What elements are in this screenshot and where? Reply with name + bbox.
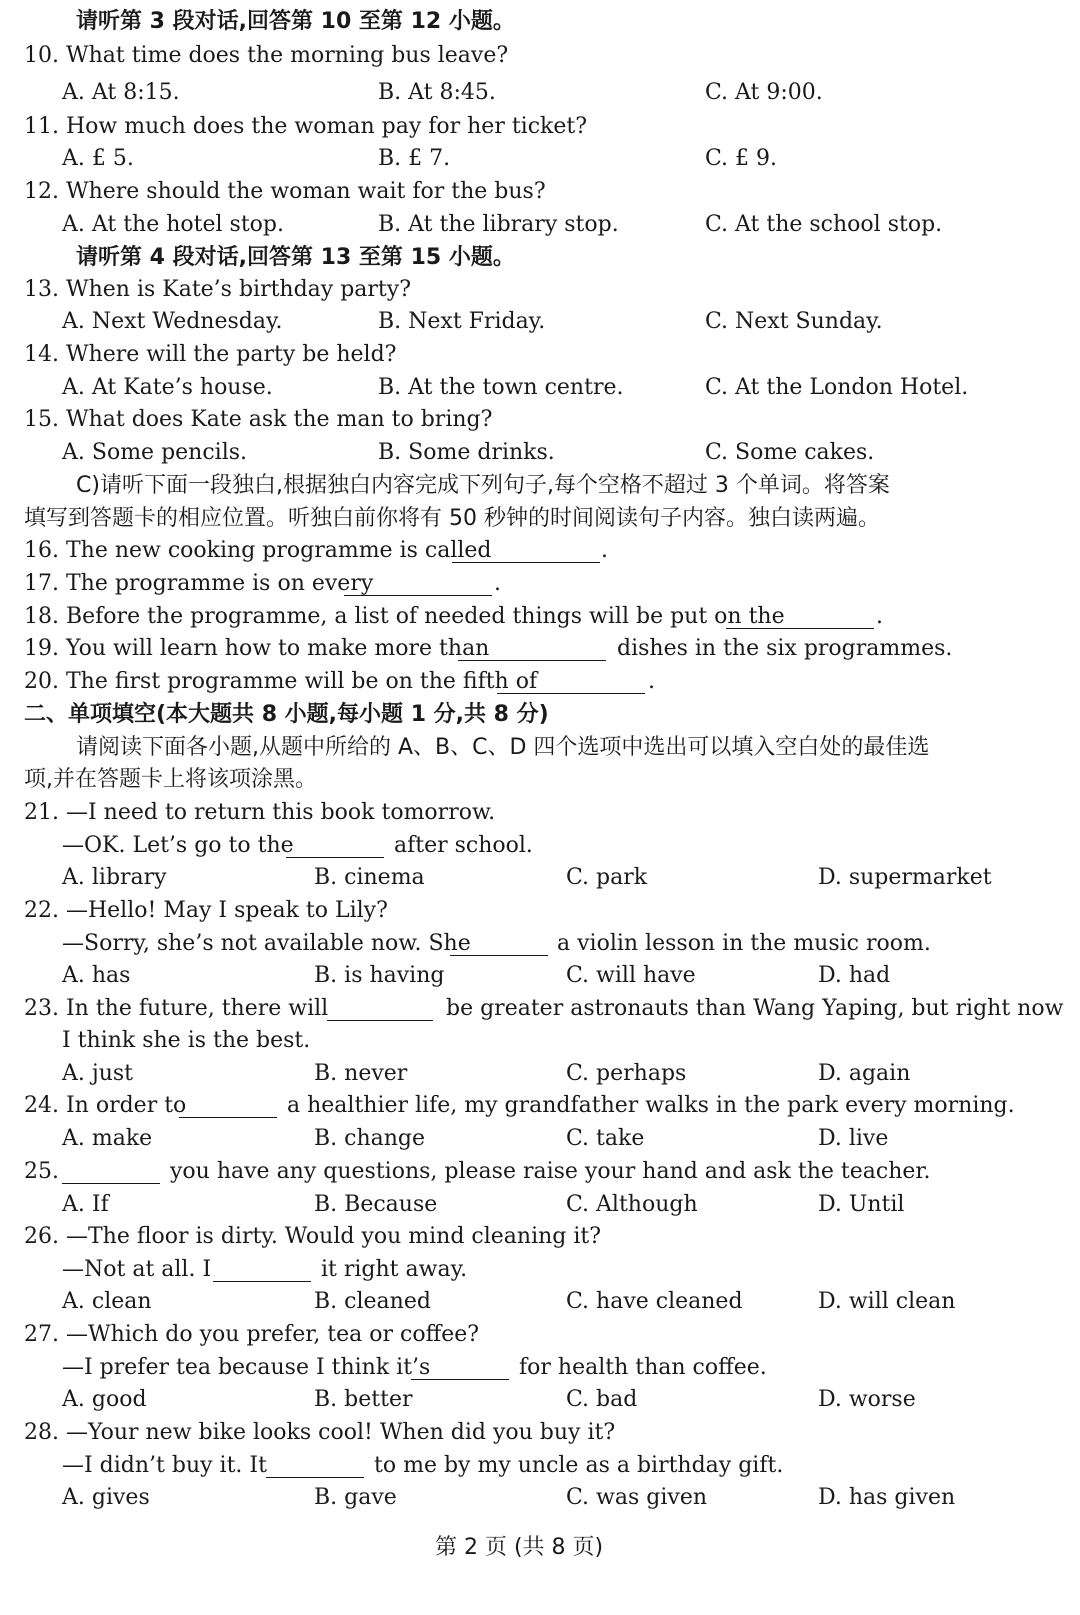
question-text: 16. The new cooking programme is called — [24, 538, 492, 563]
option-d: D. had — [818, 963, 891, 988]
option-a: A. If — [62, 1192, 109, 1217]
option-d: D. live — [818, 1126, 889, 1151]
question-text: I think she is the best. — [62, 1028, 311, 1053]
question-text: 19. You will learn how to make more than — [24, 636, 490, 661]
option-d: D. Until — [818, 1192, 905, 1217]
question-text: 12. Where should the woman wait for the bus? — [24, 179, 546, 204]
option-a: A. gives — [62, 1485, 150, 1510]
page-number: 第 2 页 (共 8 页) — [435, 1535, 604, 1560]
page-footer — [0, 1531, 1080, 1565]
question-26 — [0, 1220, 1080, 1254]
part-c-instruction — [0, 469, 1080, 503]
answer-blank[interactable] — [266, 1455, 364, 1478]
question-14-options — [0, 371, 1080, 405]
question-28-response — [0, 1449, 1080, 1483]
question-12 — [0, 175, 1080, 209]
question-end: a violin lesson in the music room. — [557, 931, 931, 956]
option-a: A. just — [62, 1061, 133, 1086]
instruction-line-1: 请阅读下面各小题,从题中所给的 A、B、C、D 四个选项中选出可以填入空白处的最佳选 — [76, 735, 930, 760]
option-c: C. have cleaned — [566, 1289, 743, 1314]
option-a: A. At 8:15. — [62, 80, 180, 105]
question-13-options — [0, 305, 1080, 339]
option-c: C. Next Sunday. — [705, 309, 883, 334]
question-end: dishes in the six programmes. — [617, 636, 953, 661]
question-end: you have any questions, please raise your hand and ask the teacher. — [170, 1159, 931, 1184]
question-23-options — [0, 1057, 1080, 1091]
question-text: 23. In the future, there will — [24, 996, 329, 1021]
question-end: . — [648, 669, 655, 694]
option-b: B. never — [314, 1061, 408, 1086]
section-heading — [0, 241, 1080, 275]
option-c: C. perhaps — [566, 1061, 687, 1086]
question-end: to me by my uncle as a birthday gift. — [374, 1453, 784, 1478]
option-c: C. Although — [566, 1192, 698, 1217]
question-text: 28. —Your new bike looks cool! When did you buy it? — [24, 1420, 616, 1445]
question-11 — [0, 110, 1080, 144]
question-end: . — [876, 604, 883, 629]
question-20 — [0, 665, 1080, 699]
question-text: 27. —Which do you prefer, tea or coffee? — [24, 1322, 480, 1347]
answer-blank[interactable] — [497, 671, 645, 694]
option-a: A. At Kate’s house. — [62, 375, 273, 400]
option-d: D. has given — [818, 1485, 956, 1510]
question-15 — [0, 403, 1080, 437]
question-14 — [0, 338, 1080, 372]
question-27 — [0, 1318, 1080, 1352]
option-b: B. At the town centre. — [378, 375, 624, 400]
question-end: for health than coffee. — [519, 1355, 767, 1380]
question-11-options — [0, 142, 1080, 176]
option-d: D. worse — [818, 1387, 916, 1412]
question-end: after school. — [394, 833, 533, 858]
question-19 — [0, 632, 1080, 666]
question-text: —OK. Let’s go to the — [62, 833, 294, 858]
section-3-heading: 请听第 3 段对话,回答第 10 至第 12 小题。 — [76, 9, 515, 34]
option-b: B. better — [314, 1387, 413, 1412]
question-text: 11. How much does the woman pay for her ticket? — [24, 114, 588, 139]
answer-blank[interactable] — [344, 573, 492, 596]
option-a: A. library — [62, 865, 167, 890]
answer-blank[interactable] — [327, 998, 433, 1021]
question-text: —I prefer tea because I think it’s — [62, 1355, 431, 1380]
part-c-instruction — [0, 502, 1080, 536]
option-a: A. make — [62, 1126, 153, 1151]
question-25 — [0, 1155, 1080, 1189]
answer-blank[interactable] — [62, 1161, 160, 1184]
question-text: —Not at all. I — [62, 1257, 212, 1282]
question-27-response — [0, 1351, 1080, 1385]
question-text: 21. —I need to return this book tomorrow. — [24, 800, 496, 825]
question-15-options — [0, 436, 1080, 470]
question-text: 22. —Hello! May I speak to Lily? — [24, 898, 388, 923]
option-a: A. has — [62, 963, 131, 988]
option-c: C. At the London Hotel. — [705, 375, 969, 400]
option-c: C. will have — [566, 963, 696, 988]
option-b: B. change — [314, 1126, 426, 1151]
question-number: 25. — [24, 1159, 59, 1184]
answer-blank[interactable] — [411, 1357, 509, 1380]
question-13 — [0, 273, 1080, 307]
question-text: 24. In order to — [24, 1093, 187, 1118]
question-21 — [0, 796, 1080, 830]
instruction-line-2: 项,并在答题卡上将该项涂黑。 — [24, 767, 317, 792]
question-text: —I didn’t buy it. It — [62, 1453, 267, 1478]
option-c: C. Some cakes. — [705, 440, 875, 465]
section-2-instruction — [0, 763, 1080, 797]
option-a: A. At the hotel stop. — [62, 212, 284, 237]
question-18 — [0, 600, 1080, 634]
option-b: B. gave — [314, 1485, 397, 1510]
question-text: 14. Where will the party be held? — [24, 342, 397, 367]
section-2-title: 二、单项填空(本大题共 8 小题,每小题 1 分,共 8 分) — [24, 702, 549, 727]
question-end: be greater astronauts than Wang Yaping, but right now — [446, 996, 1064, 1021]
question-text: —Sorry, she’s not available now. She — [62, 931, 471, 956]
question-28 — [0, 1416, 1080, 1450]
option-a: A. clean — [62, 1289, 152, 1314]
question-25-options — [0, 1188, 1080, 1222]
question-23-cont — [0, 1024, 1080, 1058]
option-c: C. was given — [566, 1485, 708, 1510]
question-text: 13. When is Kate’s birthday party? — [24, 277, 411, 302]
question-text: 20. The first programme will be on the fifth of — [24, 669, 538, 694]
section-4-heading: 请听第 4 段对话,回答第 13 至第 15 小题。 — [76, 245, 515, 270]
option-d: D. will clean — [818, 1289, 956, 1314]
question-26-options — [0, 1285, 1080, 1319]
answer-blank[interactable] — [179, 1095, 277, 1118]
question-text: 26. —The floor is dirty. Would you mind cleaning it? — [24, 1224, 602, 1249]
question-text: 18. Before the programme, a list of needed things will be put on the — [24, 604, 785, 629]
question-10 — [0, 39, 1080, 73]
question-12-options — [0, 208, 1080, 242]
question-24-options — [0, 1122, 1080, 1156]
question-17 — [0, 567, 1080, 601]
option-b: B. Some drinks. — [378, 440, 555, 465]
option-a: A. Some pencils. — [62, 440, 248, 465]
option-b: B. £ 7. — [378, 146, 451, 171]
answer-blank[interactable] — [213, 1259, 311, 1282]
question-end: . — [494, 571, 501, 596]
answer-blank[interactable] — [450, 933, 548, 956]
option-b: B. Next Friday. — [378, 309, 546, 334]
section-2-instruction — [0, 731, 1080, 765]
option-a: A. Next Wednesday. — [62, 309, 283, 334]
question-28-options — [0, 1481, 1080, 1515]
section-heading — [0, 5, 1080, 39]
question-text: 15. What does Kate ask the man to bring? — [24, 407, 493, 432]
question-21-response — [0, 829, 1080, 863]
option-c: C. At 9:00. — [705, 80, 823, 105]
question-27-options — [0, 1383, 1080, 1417]
question-21-options — [0, 861, 1080, 895]
question-end: . — [601, 538, 608, 563]
answer-blank[interactable] — [286, 835, 384, 858]
question-16 — [0, 534, 1080, 568]
option-b: B. cleaned — [314, 1289, 431, 1314]
question-26-response — [0, 1253, 1080, 1287]
option-b: B. At the library stop. — [378, 212, 619, 237]
question-end: a healthier life, my grandfather walks in the park every morning. — [287, 1093, 1015, 1118]
instruction-line-1: C)请听下面一段独白,根据独白内容完成下列句子,每个空格不超过 3 个单词。将答案 — [76, 473, 890, 498]
answer-blank[interactable] — [452, 540, 600, 563]
section-title — [0, 698, 1080, 732]
option-c: C. take — [566, 1126, 645, 1151]
question-end: it right away. — [321, 1257, 468, 1282]
option-b: B. is having — [314, 963, 445, 988]
answer-blank[interactable] — [726, 606, 874, 629]
question-23 — [0, 992, 1080, 1026]
option-c: C. £ 9. — [705, 146, 778, 171]
option-b: B. At 8:45. — [378, 80, 496, 105]
question-22-response — [0, 927, 1080, 961]
option-a: A. good — [62, 1387, 147, 1412]
option-d: D. supermarket — [818, 865, 992, 890]
answer-blank[interactable] — [458, 638, 606, 661]
question-10-options — [0, 76, 1080, 110]
option-b: B. Because — [314, 1192, 438, 1217]
question-24 — [0, 1089, 1080, 1123]
option-c: C. bad — [566, 1387, 638, 1412]
option-b: B. cinema — [314, 865, 425, 890]
option-c: C. park — [566, 865, 648, 890]
option-a: A. £ 5. — [62, 146, 134, 171]
instruction-line-2: 填写到答题卡的相应位置。听独白前你将有 50 秒钟的时间阅读句子内容。独白读两遍。 — [24, 506, 880, 531]
question-22-options — [0, 959, 1080, 993]
question-text: 17. The programme is on every — [24, 571, 374, 596]
question-22 — [0, 894, 1080, 928]
question-text: 10. What time does the morning bus leave? — [24, 43, 509, 68]
option-c: C. At the school stop. — [705, 212, 943, 237]
option-d: D. again — [818, 1061, 911, 1086]
